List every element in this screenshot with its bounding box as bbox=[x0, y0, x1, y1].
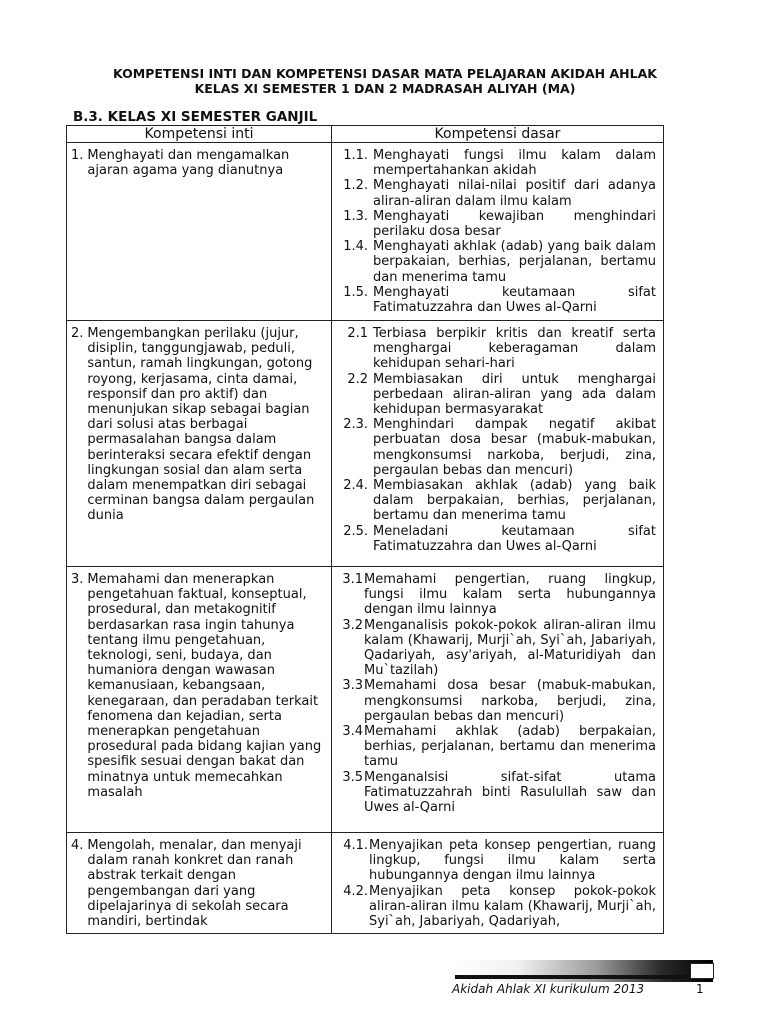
kd-text: Menghayati keutamaan sifat Fatimatuzzahra dan Uwes al-Qarni bbox=[373, 284, 656, 316]
footer-text: Akidah Ahlak XI kurikulum 2013 bbox=[452, 982, 645, 996]
header-kompetensi-dasar: Kompetensi dasar bbox=[332, 126, 664, 143]
footer-box bbox=[690, 963, 714, 979]
kd-item bbox=[335, 884, 656, 930]
kd-text: Terbiasa berpikir kritis dan kreatif serta menghargai keberagaman dalam kehidupan sehari-hari bbox=[373, 326, 656, 372]
kd-text: Menyajikan peta konsep pengertian, ruang lingkup, fungsi ilmu kalam serta hubungannya dengan ilmu lainnya bbox=[369, 838, 656, 884]
kd-item bbox=[335, 524, 656, 554]
kd-item bbox=[335, 417, 656, 478]
ki-item bbox=[71, 838, 325, 929]
kd-item bbox=[335, 178, 656, 208]
kd-item bbox=[335, 239, 656, 285]
ki-number: 2. bbox=[71, 326, 84, 341]
ki-text: Mengembangkan perilaku (jujur, disiplin, tanggungjawab, peduli, santun, ramah lingkungan, gotong royong, kerjasama, cinta damai, responsif dan pro aktif) dan menunjukan sikap sebagai bagian dari solusi atas berbagai permasalahan bangsa dalam berinteraksi secara efektif dengan lingkungan sosial dan alam serta dalam menempatkan diri sebagai cerminan bangsa dalam pergaulan dunia bbox=[87, 326, 315, 524]
ki-number: 4. bbox=[71, 838, 84, 853]
kd-item bbox=[335, 724, 656, 770]
kd-number: 1.4. bbox=[343, 239, 368, 255]
ki-item bbox=[71, 326, 325, 524]
kd-text: Menyajikan peta konsep pokok-pokok aliran-aliran ilmu kalam (Khawarij, Murji`ah, Syi`ah, Jabariyah, Qadariyah, bbox=[369, 883, 656, 930]
kd-text: Menghayati fungsi ilmu kalam dalam mempertahankan akidah bbox=[373, 148, 656, 179]
section-heading: B.3. KELAS XI SEMESTER GANJIL bbox=[73, 109, 318, 125]
competency-table bbox=[66, 125, 664, 934]
ki-item bbox=[71, 572, 325, 800]
kd-item bbox=[335, 838, 656, 884]
kompetensi-inti-cell bbox=[67, 567, 332, 833]
kd-item bbox=[335, 770, 656, 816]
kd-number: 1.2. bbox=[343, 178, 368, 194]
kompetensi-inti-cell bbox=[67, 143, 332, 321]
kd-text: Memahami akhlak (adab) berpakaian, berhias, perjalanan, bertamu dan menerima tamu bbox=[364, 724, 656, 770]
kd-item bbox=[335, 572, 656, 618]
kompetensi-dasar-cell bbox=[332, 321, 664, 567]
kd-text: Menganalsisi sifat-sifat utama Fatimatuzzahrah binti Rasulullah saw dan Uwes al-Qarni bbox=[364, 769, 656, 816]
kd-text: Menganalisis pokok-pokok aliran-aliran ilmu kalam (Khawarij, Murji`ah, Syi`ah, Jabariyah, Qadariyah, asy'ariyah, al-Maturidiyah dan Mu`tazilah) bbox=[364, 617, 656, 679]
document-title-line-2: KELAS XI SEMESTER 1 DAN 2 MADRASAH ALIYAH (MA) bbox=[194, 81, 576, 96]
ki-number: 3. bbox=[71, 572, 84, 587]
kd-text: Menghayati kewajiban menghindari perilaku dosa besar bbox=[373, 208, 656, 240]
kd-number: 3.2 bbox=[342, 617, 363, 633]
kd-number: 1.1. bbox=[343, 148, 368, 163]
table-row bbox=[67, 321, 664, 567]
kd-item bbox=[335, 326, 656, 372]
kd-number: 2.3. bbox=[343, 417, 368, 433]
kd-number: 2.5. bbox=[343, 523, 368, 539]
kd-text: Membiasakan diri untuk menghargai perbedaan aliran-aliran yang ada dalam kehidupan bermasyarakat bbox=[373, 371, 656, 418]
kd-text: Memahami pengertian, ruang lingkup, fungsi ilmu kalam serta hubungannya dengan ilmu lainnya bbox=[364, 572, 656, 618]
kd-text: Menghayati akhlak (adab) yang baik dalam berpakaian, berhias, perjalanan, bertamu dan menerima tamu bbox=[373, 239, 656, 285]
table-header-row bbox=[67, 126, 664, 143]
kd-number: 2.2 bbox=[347, 371, 368, 387]
kd-item bbox=[335, 285, 656, 315]
kd-text: Membiasakan akhlak (adab) yang baik dalam berpakaian, berhias, perjalanan, bertamu dan menerima tamu bbox=[373, 478, 656, 524]
kd-number: 4.2. bbox=[343, 883, 368, 899]
kd-text: Meneladani keutamaan sifat Fatimatuzzahra dan Uwes al-Qarni bbox=[373, 523, 656, 554]
ki-item bbox=[71, 148, 325, 178]
kd-text: Menghindari dampak negatif akibat perbuatan dosa besar (mabuk-mabukan, mengkonsumsi narkoba, berjudi, zina, pergaulan bebas dan mencuri) bbox=[373, 417, 656, 478]
kd-text: Memahami dosa besar (mabuk-mabukan, mengkonsumsi narkoba, berjudi, zina, pergaulan bebas dan mencuri) bbox=[364, 678, 656, 724]
kd-item bbox=[335, 209, 656, 239]
table-row bbox=[67, 143, 664, 321]
kd-number: 3.3 bbox=[342, 678, 363, 694]
kompetensi-inti-cell bbox=[67, 833, 332, 934]
kd-item bbox=[335, 678, 656, 724]
ki-text: Mengolah, menalar, dan menyaji dalam ranah konkret dan ranah abstrak terkait dengan pengembangan dari yang dipelajarinya di sekolah secara mandiri, bertindak bbox=[87, 838, 302, 930]
kd-item bbox=[335, 148, 656, 178]
ki-text: Memahami dan menerapkan pengetahuan faktual, konseptual, prosedural, dan metakognitif berdasarkan rasa ingin tahunya tentang ilmu pengetahuan, teknologi, seni, budaya, dan humaniora dengan wawasan kemanusiaan, kebangsaan, kenegaraan, dan peradaban terkait fenomena dan kejadian, serta menerapkan pengetahuan prosedural pada bidang kajian yang spesifik sesuai dengan bakat dan minatnya untuk memecahkan masalah bbox=[87, 572, 322, 800]
kd-item bbox=[335, 478, 656, 524]
kd-text: Menghayati nilai-nilai positif dari adanya aliran-aliran dalam ilmu kalam bbox=[373, 178, 656, 209]
page-number: 1 bbox=[696, 982, 704, 996]
table-row bbox=[67, 833, 664, 934]
kd-number: 3.5 bbox=[342, 769, 363, 785]
kompetensi-dasar-cell bbox=[332, 143, 664, 321]
kd-item bbox=[335, 618, 656, 679]
kd-number: 3.4 bbox=[342, 724, 363, 740]
kd-number: 3.1 bbox=[342, 572, 363, 587]
kompetensi-dasar-cell bbox=[332, 833, 664, 934]
ki-text: Menghayati dan mengamalkan ajaran agama yang dianutnya bbox=[87, 148, 290, 179]
kd-number: 1.5. bbox=[343, 284, 368, 300]
kd-number: 4.1. bbox=[343, 838, 368, 853]
kompetensi-dasar-cell bbox=[332, 567, 664, 833]
kd-item bbox=[335, 372, 656, 418]
header-kompetensi-inti: Kompetensi inti bbox=[67, 126, 332, 143]
kd-number: 1.3. bbox=[343, 208, 368, 224]
table-row bbox=[67, 567, 664, 833]
ki-number: 1. bbox=[71, 148, 84, 163]
kd-number: 2.4. bbox=[343, 478, 368, 494]
kd-number: 2.1 bbox=[347, 326, 368, 341]
document-title-line-1: KOMPETENSI INTI DAN KOMPETENSI DASAR MATA PELAJARAN AKIDAH AHLAK bbox=[113, 66, 657, 81]
kompetensi-inti-cell bbox=[67, 321, 332, 567]
footer-rule bbox=[455, 975, 713, 979]
